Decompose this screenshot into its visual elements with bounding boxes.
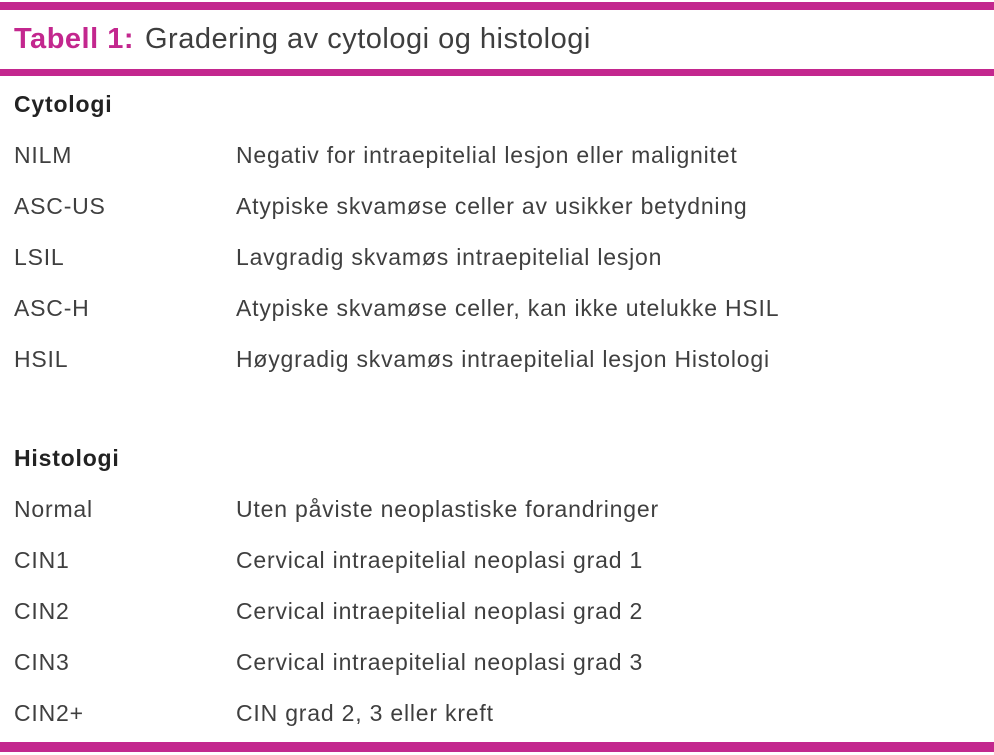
row-term: NILM <box>14 142 73 168</box>
row-definition: CIN grad 2, 3 eller kreft <box>236 700 494 726</box>
row-definition: Atypiske skvamøse celler av usikker betydning <box>236 193 748 219</box>
table-row <box>0 688 994 739</box>
table-body <box>0 79 994 739</box>
section-heading-label: Histologi <box>14 445 120 471</box>
table-row <box>0 637 994 688</box>
row-term: CIN2 <box>14 598 70 624</box>
table-row <box>0 181 994 232</box>
section-gap <box>0 385 994 433</box>
top-accent-bar <box>0 2 994 10</box>
section-heading-histologi <box>0 433 994 484</box>
section-heading-label: Cytologi <box>14 91 113 117</box>
table-row <box>0 232 994 283</box>
row-definition: Atypiske skvamøse celler, kan ikke utelukke HSIL <box>236 295 780 321</box>
row-definition: Negativ for intraepitelial lesjon eller malignitet <box>236 142 738 168</box>
table-row <box>0 484 994 535</box>
row-definition: Uten påviste neoplastiske forandringer <box>236 496 659 522</box>
row-definition: Høygradig skvamøs intraepitelial lesjon Histologi <box>236 346 770 372</box>
row-term: ASC-H <box>14 295 90 321</box>
section-heading-cytologi <box>0 79 994 130</box>
table-row <box>0 586 994 637</box>
table-number-label: Tabell 1: <box>14 23 134 55</box>
header-divider-rule <box>0 69 994 76</box>
row-definition: Cervical intraepitelial neoplasi grad 3 <box>236 649 644 675</box>
table-row <box>0 535 994 586</box>
row-term: CIN3 <box>14 649 70 675</box>
row-term: LSIL <box>14 244 65 270</box>
row-term: HSIL <box>14 346 69 372</box>
row-term: ASC-US <box>14 193 106 219</box>
row-definition: Cervical intraepitelial neoplasi grad 2 <box>236 598 644 624</box>
table-header <box>14 10 980 69</box>
row-term: CIN2+ <box>14 700 84 726</box>
row-term: CIN1 <box>14 547 70 573</box>
table-row <box>0 130 994 181</box>
row-definition: Lavgradig skvamøs intraepitelial lesjon <box>236 244 663 270</box>
table-title: Gradering av cytologi og histologi <box>145 23 591 55</box>
bottom-accent-bar <box>0 742 994 752</box>
row-definition: Cervical intraepitelial neoplasi grad 1 <box>236 547 644 573</box>
row-term: Normal <box>14 496 93 522</box>
table-row <box>0 283 994 334</box>
table-row <box>0 334 994 385</box>
